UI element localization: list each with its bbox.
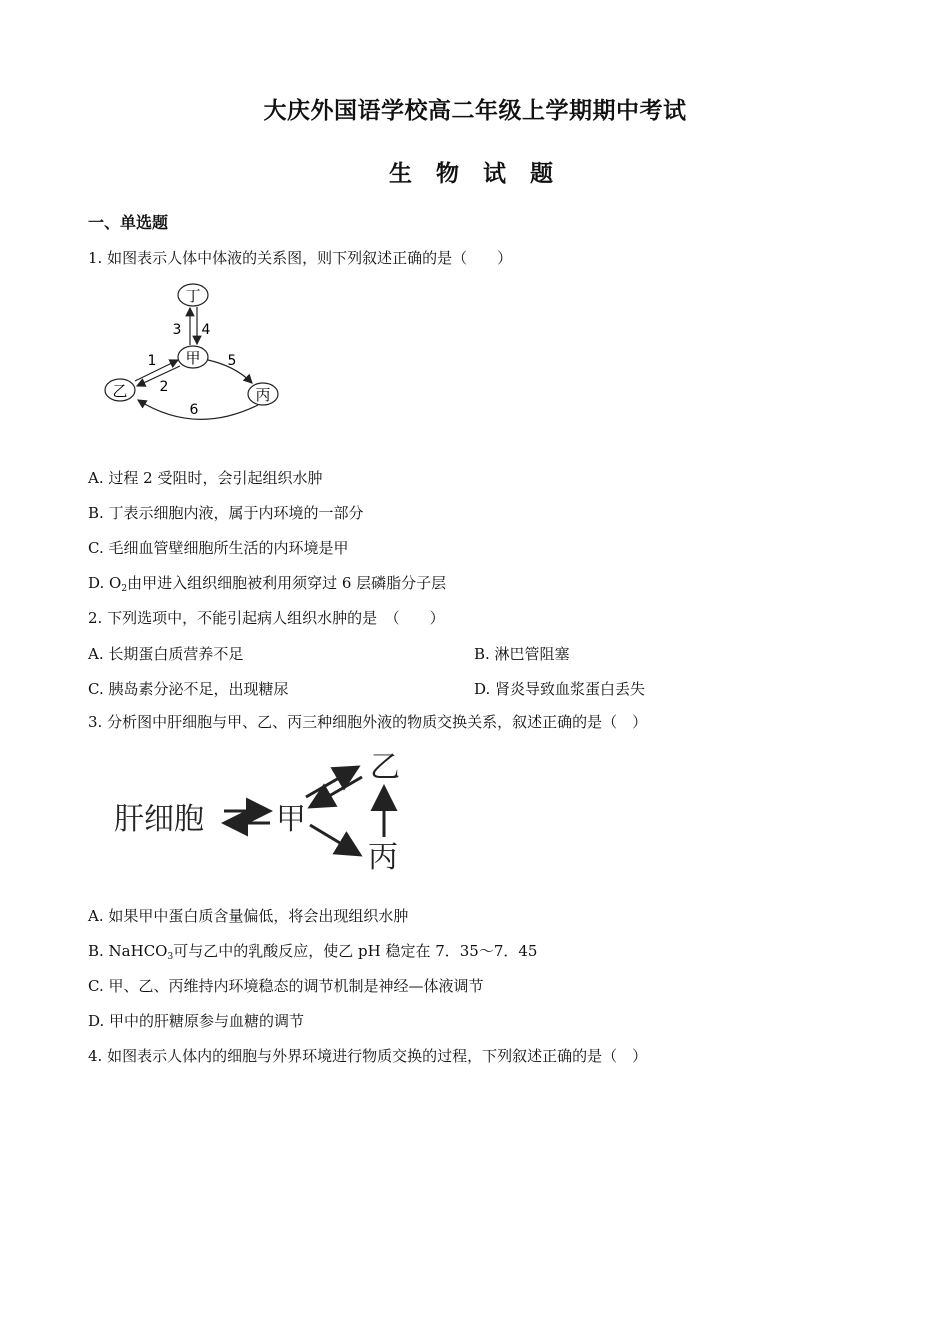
q1-body-fluid-diagram (100, 278, 290, 428)
node-bing: 丙 (255, 386, 271, 404)
q1-option-c: C. 毛细血管壁细胞所生活的内环境是甲 (88, 539, 349, 557)
node-jia: 甲 (185, 349, 201, 367)
q2-option-c: C. 胰岛素分泌不足，出现糖尿 (88, 680, 289, 698)
q2-stem: 2. 下列选项中，不能引起病人组织水肿的是 （ ） (88, 609, 445, 627)
arrow-jia-to-yi (306, 767, 358, 797)
exam-title: 大庆外国语学校高二年级上学期期中考试 (263, 98, 687, 124)
node-bing-label: 丙 (368, 840, 398, 875)
label-4: 4 (201, 322, 211, 338)
q2-option-a: A. 长期蛋白质营养不足 (88, 645, 244, 663)
q2-option-d: D. 肾炎导致血浆蛋白丢失 (474, 680, 646, 698)
q3-stem: 3. 分析图中肝细胞与甲、乙、丙三种细胞外液的物质交换关系，叙述正确的是（ ） (88, 713, 648, 731)
arrow-jia-to-bing (310, 825, 360, 855)
q3-option-b: B. NaHCO$_3$可与乙中的乳酸反应，使乙 pH 稳定在 7．35～7．45 (88, 942, 538, 962)
arrow-yi-to-jia (310, 777, 362, 807)
q3-option-d: D. 甲中的肝糖原参与血糖的调节 (88, 1012, 305, 1030)
liver-cell-label: 肝细胞 (114, 802, 204, 837)
q3-option-a: A. 如果甲中蛋白质含量偏低，将会出现组织水肿 (88, 907, 409, 925)
label-1: 1 (147, 353, 157, 369)
label-2: 2 (159, 379, 169, 395)
q1-option-a: A. 过程 2 受阻时，会引起组织水肿 (88, 469, 323, 487)
node-ding: 丁 (185, 287, 201, 305)
q2-option-b: B. 淋巴管阻塞 (474, 645, 570, 663)
q3-option-c: C. 甲、乙、丙维持内环境稳态的调节机制是神经—体液调节 (88, 977, 484, 995)
exam-subtitle: 生 物 试 题 (388, 161, 562, 187)
node-yi-label: 乙 (370, 750, 400, 785)
node-yi: 乙 (112, 382, 128, 400)
q1-option-b: B. 丁表示细胞内液，属于内环境的一部分 (88, 504, 364, 522)
label-6: 6 (189, 402, 199, 418)
node-jia-label: 甲 (276, 802, 306, 837)
label-3: 3 (172, 322, 182, 338)
q1-stem: 1. 如图表示人体中体液的关系图，则下列叙述正确的是（ ） (88, 249, 513, 267)
q1-option-d: D. $O_2$由甲进入组织细胞被利用须穿过 6 层磷脂分子层 (88, 574, 447, 594)
section-heading: 一、单选题 (88, 213, 169, 232)
q3-liver-exchange-diagram (110, 745, 420, 885)
label-5: 5 (227, 353, 237, 369)
q4-stem: 4. 如图表示人体内的细胞与外界环境进行物质交换的过程，下列叙述正确的是（ ） (88, 1047, 648, 1065)
